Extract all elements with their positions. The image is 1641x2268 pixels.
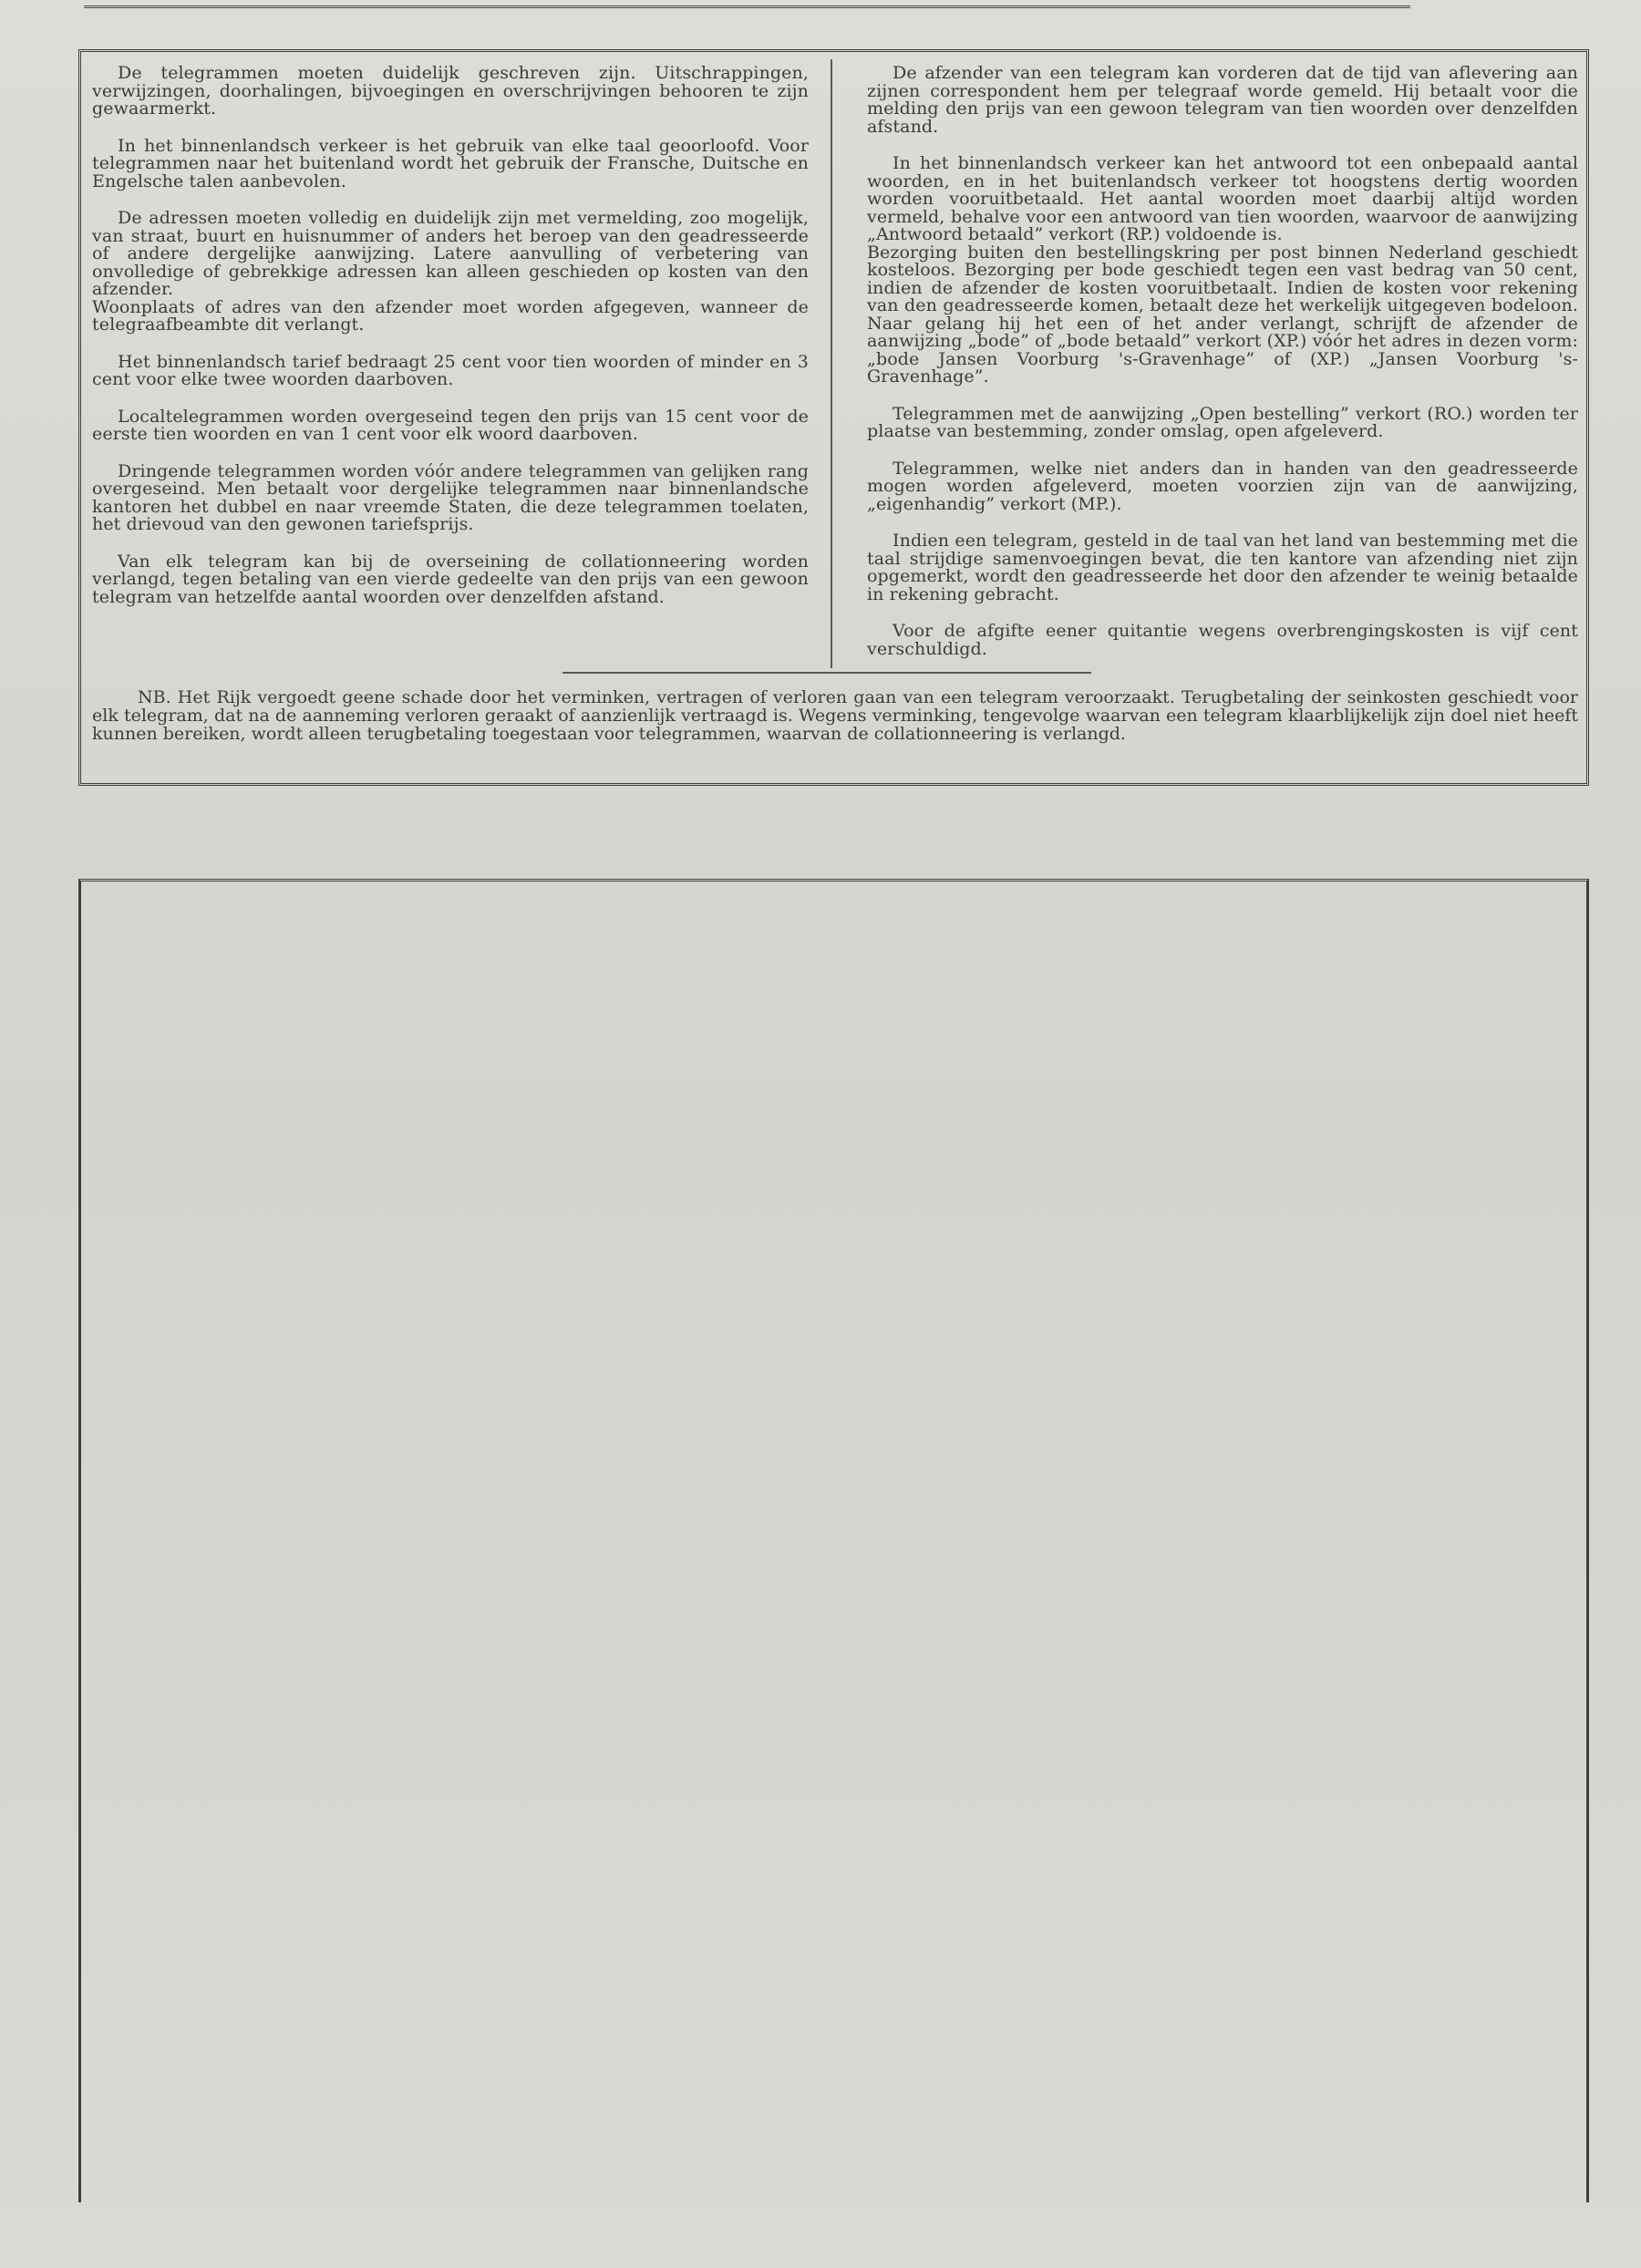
blank-message-box	[78, 879, 1589, 2202]
section-divider	[562, 672, 1091, 674]
right-column	[867, 65, 1578, 677]
left-para-3: De adressen moeten volledig en duidelijk zijn met vermelding, zoo mogelijk, van straat, buurt en huisnummer of anders het beroep van den geadresseerde of andere dergelijke aanwijzing. Latere aanvulling of verbetering van onvolledige of gebrekkige adressen kan alleen geschieden op kosten van den afzender.	[92, 208, 809, 299]
left-para-8: Van elk telegram kan bij de overseining de collationneering worden verlangd, tegen betaling van een vierde gedeelte van den prijs van een gewoon telegram van hetzelfde aantal woorden over denzelfden afstand.	[92, 551, 809, 607]
nb-notice	[92, 688, 1578, 743]
left-para-4: Woonplaats of adres van den afzender moet worden afgegeven, wanneer de telegraafbeambte dit verlangt.	[92, 296, 809, 335]
regulations-box	[78, 49, 1589, 786]
right-para-3: Bezorging buiten den bestellingskring per post binnen Nederland geschiedt kosteloos. Bezorging per bode geschiedt tegen een vast bedrag van 50 cent, indien de afzender de kosten vooruitbetaalt. Indien de kosten voor rekening van den geadresseerde komen, betaalt deze het werkelijk uitgegeven bodeloon. Naar gelang hij het een of het ander verlangt, schrijft de afzender de aanwijzing „bode” of „bode betaald” verkort (XP.) vóór het adres in dezen vorm: „bode Jansen Voorburg 's-Gravenhage” of (XP.) „Jansen Voorburg 's-Gravenhage”.	[867, 242, 1578, 387]
right-para-6: Indien een telegram, gesteld in de taal van het land van bestemming met die taal strijdige samenvoegingen bevat, die ten kantore van afzending niet zijn opgemerkt, wordt den geadresseerde het door den afzender te weinig betaalde in rekening gebracht.	[867, 531, 1578, 604]
left-column	[92, 65, 809, 625]
right-para-4: Telegrammen met de aanwijzing „Open bestelling” verkort (RO.) worden ter plaatse van bestemming, zonder omslag, open afgeleverd.	[867, 403, 1578, 441]
right-para-7: Voor de afgifte eener quitantie wegens overbrengingskosten is vijf cent verschuldigd.	[867, 621, 1578, 659]
nb-text: NB. Het Rijk vergoedt geene schade door het verminken, vertragen of verloren gaan van een telegram veroorzaakt. Terugbetaling der seinkosten geschiedt voor elk telegram, dat na de aanneming verloren geraakt of aanzienlijk vertraagd is. Wegens verminking, tengevolge waarvan een telegram klaarblijkelijk zijn doel niet heeft kunnen bereiken, wordt alleen terugbetaling toegestaan voor telegrammen, waarvan de collationneering is verlangd.	[92, 687, 1578, 744]
left-para-1: De telegrammen moeten duidelijk geschreven zijn. Uitschrappingen, verwijzingen, doorhalingen, bijvoegingen en overschrijvingen behooren te zijn gewaarmerkt.	[92, 63, 809, 119]
left-para-2: In het binnenlandsch verkeer is het gebruik van elke taal geoorloofd. Voor telegrammen naar het buitenland wordt het gebruik der Fransche, Duitsche en Engelsche talen aanbevolen.	[92, 135, 809, 191]
left-para-5: Het binnenlandsch tarief bedraagt 25 cent voor tien woorden of minder en 3 cent voor elke twee woorden daarboven.	[92, 351, 809, 389]
right-para-5: Telegrammen, welke niet anders dan in handen van den geadresseerde mogen worden afgeleverd, moeten voorzien zijn van de aanwijzing, „eigenhandig” verkort (MP.).	[867, 458, 1578, 514]
column-divider	[831, 59, 832, 668]
message-area[interactable]	[87, 887, 1581, 2202]
top-double-rule	[84, 5, 1410, 8]
right-para-2: In het binnenlandsch verkeer kan het antwoord tot een onbepaald aantal woorden, en in het buitenlandsch verkeer tot hoogstens dertig woorden worden vooruitbetaald. Het aantal woorden moet daarbij altijd worden vermeld, behalve voor een antwoord van tien woorden, waarvoor de aanwijzing „Antwoord betaald” verkort (RP.) voldoende is.	[867, 153, 1578, 244]
left-para-6: Localtelegrammen worden overgeseind tegen den prijs van 15 cent voor de eerste tien woorden en van 1 cent voor elk woord daarboven.	[92, 406, 809, 444]
left-para-7: Dringende telegrammen worden vóór andere telegrammen van gelijken rang overgeseind. Men betaalt voor dergelijke telegrammen naar binnenlandsche kantoren het dubbel en naar vreemde Staten, die deze telegrammen toelaten, het drievoud van den gewonen tariefsprijs.	[92, 460, 809, 534]
right-para-1: De afzender van een telegram kan vorderen dat de tijd van aflevering aan zijnen correspondent hem per telegraaf worde gemeld. Hij betaalt voor die melding den prijs van een gewoon telegram van tien woorden over denzelfden afstand.	[867, 63, 1578, 137]
